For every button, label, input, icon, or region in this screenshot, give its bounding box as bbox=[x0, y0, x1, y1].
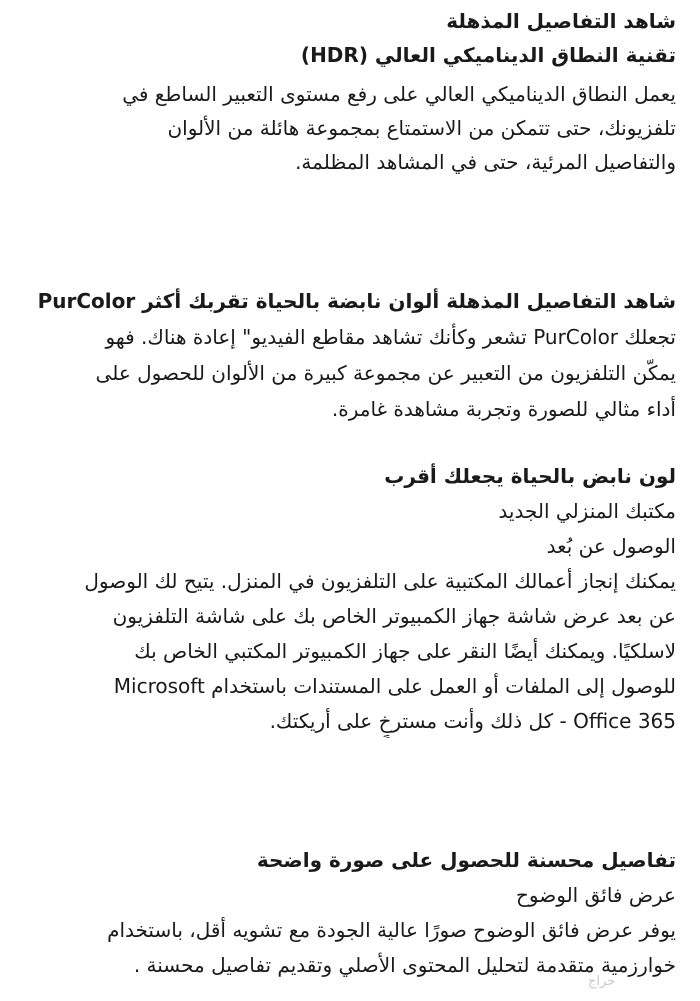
paragraph-line: Office 365 - كل ذلك وأنت مسترخٍ على أريكتك. bbox=[269, 709, 676, 733]
paragraph-line: خوارزمية متقدمة لتحليل المحتوى الأصلي وتقديم تفاصيل محسنة . bbox=[133, 953, 676, 977]
paragraph-line: يوفر عرض فائق الوضوح صورًا عالية الجودة مع تشويه أقل، باستخدام bbox=[107, 918, 676, 942]
paragraph-line: يمكنك إنجاز أعمالك المكتبية على التلفزيون في المنزل. يتيح لك الوصول bbox=[84, 569, 676, 593]
section-heading: شاهد التفاصيل المذهلة bbox=[446, 9, 676, 33]
paragraph-line: عرض فائق الوضوح bbox=[516, 883, 676, 907]
paragraph-line: تلفزيونك، حتى تتمكن من الاستمتاع بمجموعة هائلة من الألوان bbox=[167, 116, 676, 140]
section-heading: شاهد التفاصيل المذهلة ألوان نابضة بالحياة تقربك أكثر PurColor bbox=[37, 289, 676, 313]
paragraph-line: للوصول إلى الملفات أو العمل على المستندات باستخدام Microsoft bbox=[113, 674, 676, 698]
watermark: حراج bbox=[588, 974, 616, 989]
section-heading: تفاصيل محسنة للحصول على صورة واضحة bbox=[256, 848, 676, 872]
paragraph-line: عن بعد عرض شاشة جهاز الكمبيوتر الخاص بك على شاشة التلفزيون bbox=[112, 604, 676, 628]
section-heading: لون نابض بالحياة يجعلك أقرب bbox=[384, 464, 676, 488]
paragraph-line: يعمل النطاق الديناميكي العالي على رفع مستوى التعبير الساطع في bbox=[122, 82, 676, 106]
paragraph-line: تجعلك PurColor تشعر وكأنك تشاهد مقاطع الفيديو" إعادة هناك. فهو bbox=[105, 325, 676, 349]
paragraph-line: لاسلكيًا. ويمكنك أيضًا النقر على جهاز الكمبيوتر المكتبي الخاص بك bbox=[134, 639, 676, 663]
paragraph-line: الوصول عن بُعد bbox=[546, 534, 676, 558]
paragraph-line: والتفاصيل المرئية، حتى في المشاهد المظلمة. bbox=[295, 150, 676, 174]
paragraph-line: مكتبك المنزلي الجديد bbox=[498, 499, 676, 523]
paragraph-line: أداء مثالي للصورة وتجربة مشاهدة غامرة. bbox=[331, 397, 676, 421]
paragraph-line: يمكّن التلفزيون من التعبير عن مجموعة كبيرة من الألوان للحصول على bbox=[95, 361, 676, 385]
section-subheading: تقنية النطاق الديناميكي العالي (HDR) bbox=[300, 43, 676, 67]
